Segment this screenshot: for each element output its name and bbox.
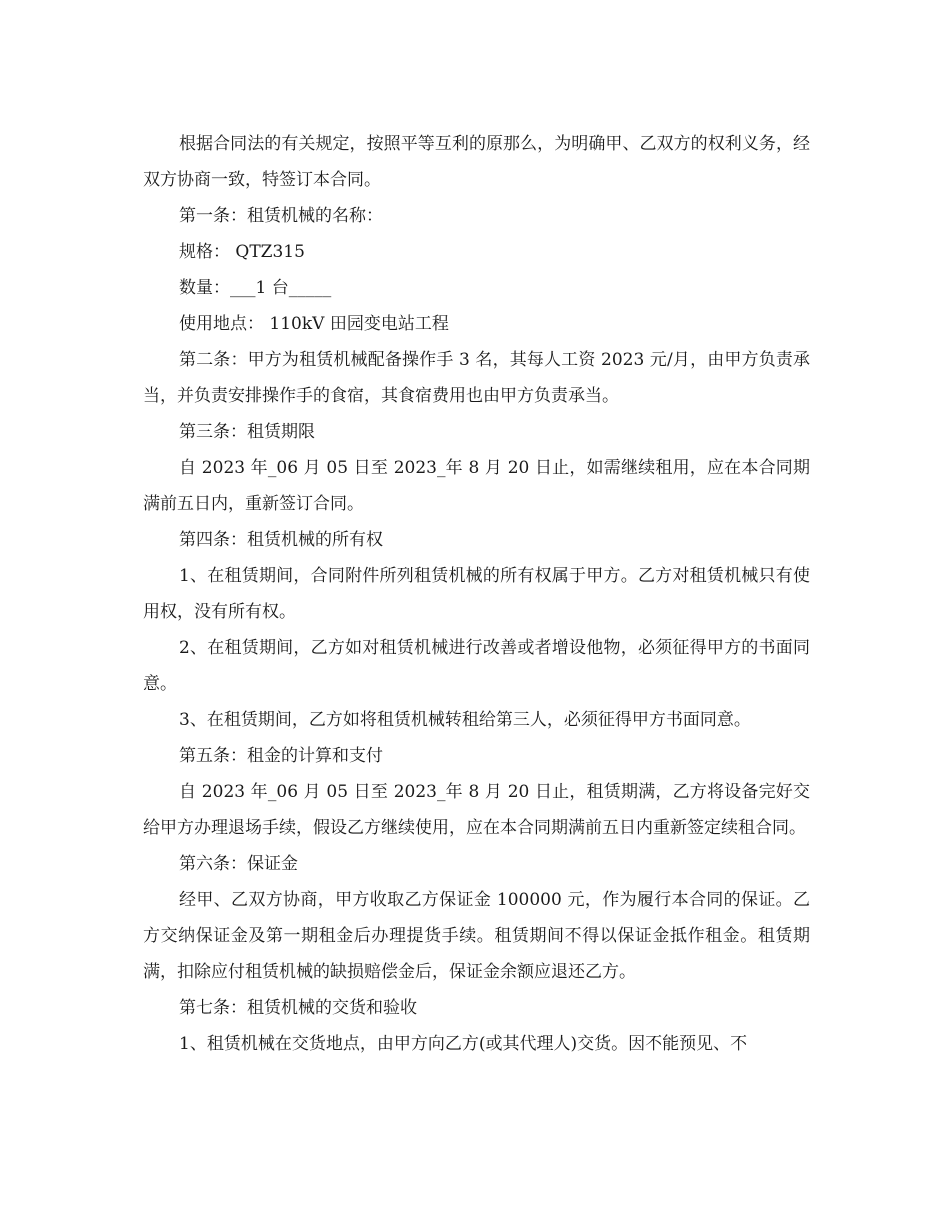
article-1-heading: 第一条：租赁机械的名称：	[179, 206, 383, 226]
specification-line: 规格： QTZ315	[179, 242, 305, 262]
ownership-item-3: 3、在租赁期间，乙方如将租赁机械转租给第三人，必须征得甲方书面同意。	[179, 710, 751, 730]
article-7-heading: 第七条：租赁机械的交货和验收	[179, 998, 417, 1018]
location-line: 使用地点： 110kV 田园变电站工程	[179, 314, 449, 334]
article-4-heading: 第四条：租赁机械的所有权	[179, 530, 383, 550]
rent-payment-paragraph: 自 2023 年_06 月 05 日至 2023_年 8 月 20 日止，租赁期满，乙方将设备完好交给甲方办理退场手续，假设乙方继续使用，应在本合同期满前五日内重新签定续租合同。	[143, 782, 810, 838]
delivery-item-1: 1、租赁机械在交货地点，由甲方向乙方(或其代理人)交货。因不能预见、不	[179, 1034, 748, 1054]
article-5-heading: 第五条：租金的计算和支付	[179, 746, 383, 766]
quantity-line: 数量：___1 台_____	[179, 278, 332, 298]
article-3-heading: 第三条：租赁期限	[179, 422, 315, 442]
paragraph-intro: 根据合同法的有关规定，按照平等互利的原那么，为明确甲、乙双方的权利义务，经双方协商一致，特签订本合同。	[143, 134, 810, 190]
lease-term-paragraph: 自 2023 年_06 月 05 日至 2023_年 8 月 20 日止，如需继续租用，应在本合同期满前五日内，重新签订合同。	[143, 458, 810, 514]
ownership-item-1: 1、在租赁期间，合同附件所列租赁机械的所有权属于甲方。乙方对租赁机械只有使用权，没有所有权。	[143, 566, 810, 622]
document-body	[143, 126, 810, 1062]
ownership-item-2: 2、在租赁期间，乙方如对租赁机械进行改善或者增设他物，必须征得甲方的书面同意。	[143, 638, 810, 694]
article-2-paragraph: 第二条：甲方为租赁机械配备操作手 3 名，其每人工资 2023 元/月，由甲方负责承当，并负责安排操作手的食宿，其食宿费用也由甲方负责承当。	[143, 350, 810, 406]
article-6-heading: 第六条：保证金	[179, 854, 298, 874]
deposit-paragraph: 经甲、乙双方协商，甲方收取乙方保证金 100000 元，作为履行本合同的保证。乙方交纳保证金及第一期租金后办理提货手续。租赁期间不得以保证金抵作租金。租赁期满，扣除应付租赁机械的缺损赔偿金后，保证金余额应退还乙方。	[143, 890, 810, 982]
